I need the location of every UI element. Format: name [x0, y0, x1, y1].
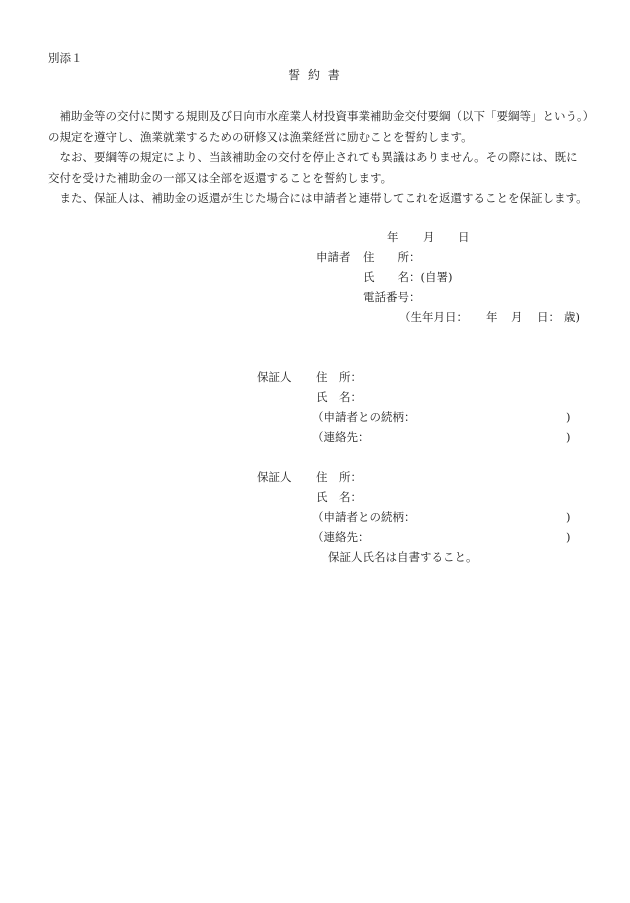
guarantor-1-relation-field: （申請者との続柄： [312, 410, 416, 424]
guarantor-2-relation-close: ) [566, 510, 571, 524]
date-month-label: 月 [423, 230, 435, 244]
pledge-paragraph-2 [48, 147, 588, 188]
pledge-paragraph-2-line-2: 交付を受けた補助金の一部又は全部を返還することを誓約します。 [48, 170, 393, 185]
date-year-label: 年 [387, 230, 399, 244]
guarantor-2-name-field: 氏 名： [316, 490, 362, 504]
page-title: 誓 約 書 [288, 68, 342, 82]
date-day-label: 日 [458, 230, 470, 244]
guarantor-2-contact-field: （連絡先： [312, 530, 370, 544]
applicant-name-field: 氏 名：(自署) [363, 270, 453, 284]
guarantor-2-label: 保証人 [257, 470, 292, 484]
guarantor-1-address-field: 住 所： [316, 370, 362, 384]
applicant-birth-year: 年 [486, 310, 498, 324]
applicant-address-field: 住 所： [363, 250, 421, 264]
guarantor-1-name-field: 氏 名： [316, 390, 362, 404]
attachment-label: 別添１ [48, 51, 83, 65]
guarantor-2-contact-close: ) [566, 530, 571, 544]
pledge-paragraph-1 [48, 106, 595, 147]
applicant-birth-day: 日： [537, 310, 560, 324]
pledge-paragraph-1-line-1: 補助金等の交付に関する規則及び日向市水産業人材投資事業補助金交付要綱（以下「要綱等」という。） [48, 109, 595, 123]
guarantor-1-contact-field: （連絡先： [312, 430, 370, 444]
applicant-phone-field: 電話番号： [363, 290, 421, 304]
guarantor-2-address-field: 住 所： [316, 470, 362, 484]
pledge-paragraph-3-line-1: また、保証人は、補助金の返還が生じた場合には申請者と連帯してこれを返還することを保証します。 [48, 191, 588, 205]
guarantor-signature-note: 保証人氏名は自書すること。 [328, 550, 478, 564]
guarantor-1-label: 保証人 [257, 370, 292, 384]
applicant-birth-month: 月 [511, 310, 523, 324]
pledge-paragraph-3 [48, 188, 588, 209]
guarantor-2-relation-field: （申請者との続柄： [312, 510, 416, 524]
applicant-label: 申請者 [316, 250, 351, 264]
guarantor-1-contact-close: ) [566, 430, 571, 444]
pledge-paragraph-2-line-1: なお、要綱等の規定により、当該補助金の交付を停止されても異議はありません。その際には、既に [48, 150, 578, 164]
applicant-birth-open: （生年月日： [399, 310, 468, 324]
applicant-birth-age: 歳) [564, 310, 580, 324]
pledge-paragraph-1-line-2: の規定を遵守し、漁業就業するための研修又は漁業経営に励むことを誓約します。 [48, 129, 473, 144]
guarantor-1-relation-close: ) [566, 410, 571, 424]
